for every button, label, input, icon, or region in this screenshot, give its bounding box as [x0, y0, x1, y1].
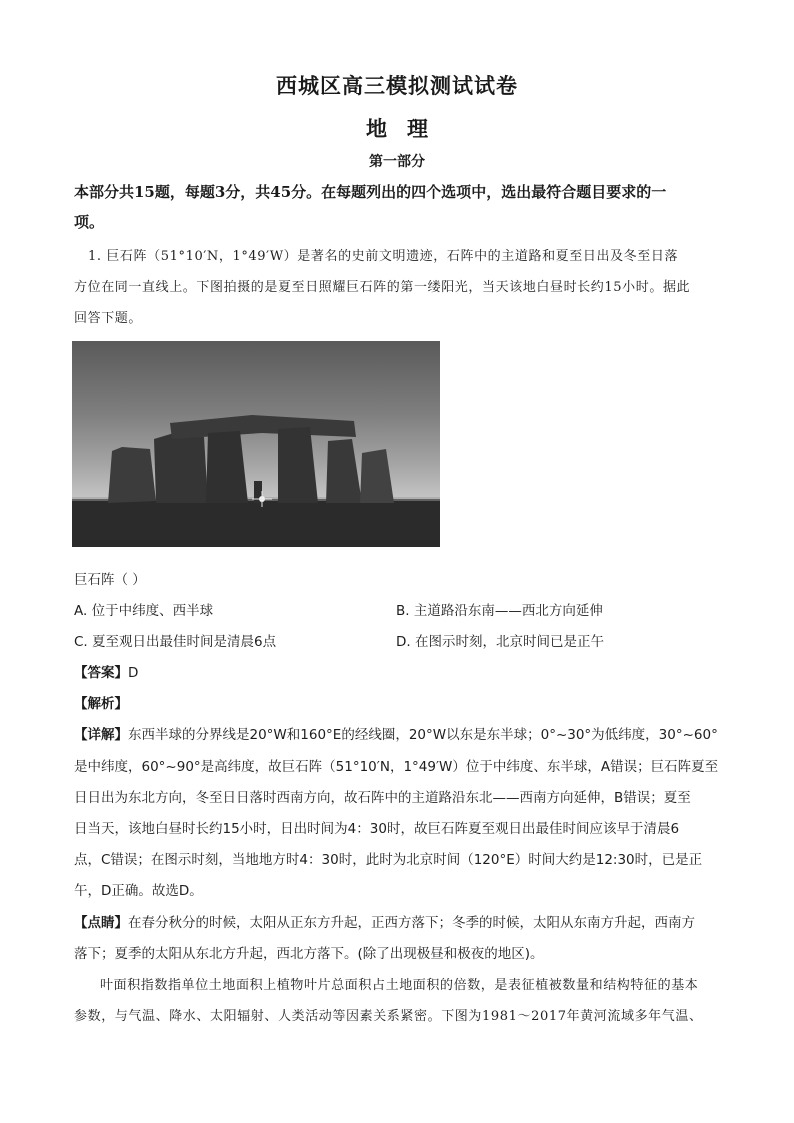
stonehenge-photo [72, 341, 440, 547]
tip-tag: 【点睛】 [74, 915, 128, 931]
instructions-line-1: 本部分共15题，每题3分，共45分。在每题列出的四个选项中，选出最符合题目要求的一 [74, 183, 667, 201]
passage-line-1: 叶面积指数指单位土地面积上植物叶片总面积占土地面积的倍数，是表征植被数量和结构特征的基本 [100, 978, 699, 993]
option-a: A. 位于中纬度、西半球 [74, 603, 214, 619]
question-prompt: 巨石阵（ ） [74, 572, 146, 588]
part-heading: 第一部分 [369, 154, 425, 170]
question-stem-line-1: 1. 巨石阵（51°10′N，1°49′W）是著名的史前文明遗迹，石阵中的主道路和夏至日出及冬至日落 [88, 249, 679, 264]
subject-title: 地理 [366, 116, 448, 141]
instructions-line-2: 项。 [74, 213, 105, 231]
detail-line-5: 点，C错误；在图示时刻，当地地方时4：30时，此时为北京时间（120°E）时间大约是12:30时，已是正 [74, 852, 703, 868]
option-d: D. 在图示时刻，北京时间已是正午 [396, 634, 604, 650]
detail-line-4: 日当天，该地白昼时长约15小时，日出时间为4：30时，故巨石阵夏至观日出最佳时间应该早于清晨6 [74, 821, 680, 837]
detail-tag: 【详解】 [74, 727, 128, 743]
option-c: C. 夏至观日出最佳时间是清晨6点 [74, 634, 277, 650]
stonehenge-silhouette [72, 341, 440, 547]
detail-line-1 [74, 723, 718, 743]
detail-line-2: 是中纬度，60°~90°是高纬度，故巨石阵（51°10′N，1°49′W）位于中纬度、东半球，A错误；巨石阵夏至 [74, 759, 719, 775]
passage-line-2: 参数，与气温、降水、太阳辐射、人类活动等因素关系紧密。下图为1981～2017年黄河流域多年气温、 [74, 1009, 703, 1024]
option-b: B. 主道路沿东南——西北方向延伸 [396, 603, 603, 619]
tip-text-1: 在春分秋分的时候，太阳从正东方升起，正西方落下；冬季的时候，太阳从东南方升起，西南方 [128, 915, 695, 931]
tip-line-1 [74, 911, 695, 931]
detail-line-6: 午，D正确。故选D。 [74, 883, 203, 899]
question-stem-line-2: 方位在同一直线上。下图拍摄的是夏至日照耀巨石阵的第一缕阳光，当天该地白昼时长约15小时。据此 [74, 280, 691, 295]
answer-value: D [128, 665, 139, 681]
answer-line [74, 661, 138, 681]
document-title: 西城区高三模拟测试试卷 [276, 73, 518, 98]
answer-tag: 【答案】 [74, 665, 128, 681]
detail-text-1: 东西半球的分界线是20°W和160°E的经线圈，20°W以东是东半球；0°~30°为低纬度，30°~60° [128, 727, 718, 743]
question-stem-line-3: 回答下题。 [74, 311, 143, 326]
analysis-tag: 【解析】 [74, 696, 128, 712]
detail-line-3: 日日出为东北方向，冬至日日落时西南方向，故石阵中的主道路沿东北——西南方向延伸，B错误；夏至 [74, 790, 691, 806]
tip-line-2: 落下；夏季的太阳从东北方升起，西北方落下。(除了出现极昼和极夜的地区)。 [74, 946, 544, 962]
